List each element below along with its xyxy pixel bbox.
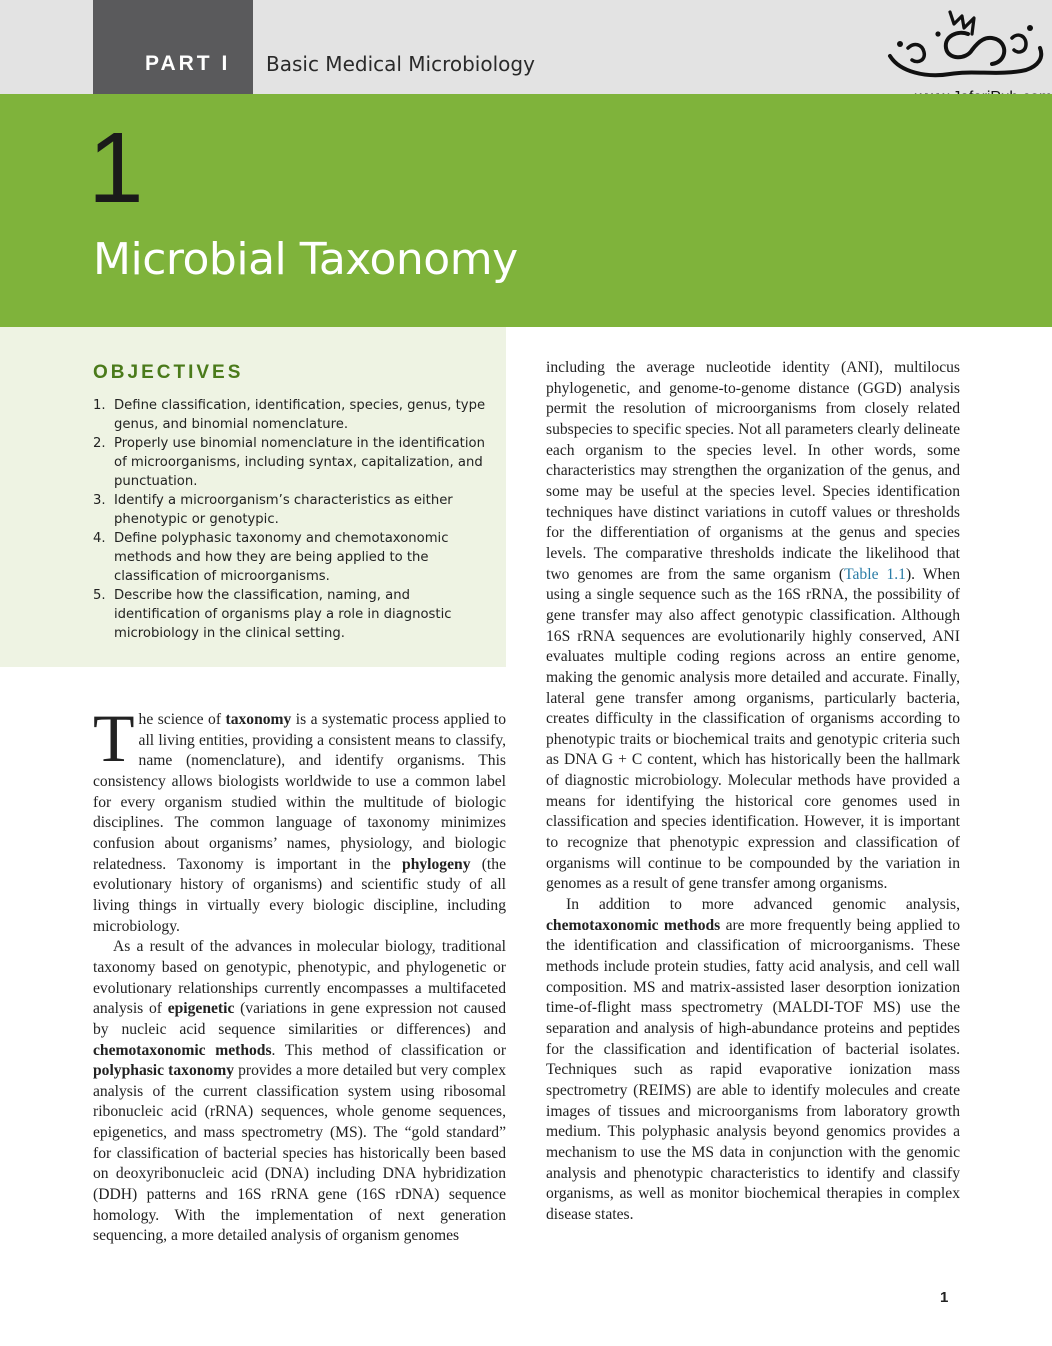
term-phylogeny: phylogeny xyxy=(402,855,471,873)
text-run: . This method of classification or xyxy=(271,1041,507,1059)
part-box xyxy=(93,0,253,94)
paragraph-chemotaxonomic xyxy=(546,895,960,1226)
text-run: In addition to more advanced genomic analysis, xyxy=(566,896,960,914)
objective-item xyxy=(93,491,493,529)
term-epigenetic: epigenetic xyxy=(167,1000,235,1018)
paragraph-molecular-continued xyxy=(546,358,960,895)
text-run: (the evolutionary history of organisms) and scientific study of all living things in virtually every biologic discipline, including microbiology. xyxy=(93,855,506,935)
text-run: (variations in gene expression not caused by nucleic acid sequence similarities or differences) and xyxy=(93,1000,507,1038)
objective-item xyxy=(93,529,493,586)
objective-item xyxy=(93,396,493,434)
text-run: he science of xyxy=(138,711,226,728)
chapter-banner xyxy=(0,94,1052,327)
objective-text: Define classification, identification, species, genus, type genus, and binomial nomenclature. xyxy=(114,398,486,432)
objective-number: 4. xyxy=(93,531,106,546)
body-column-right xyxy=(546,358,960,1226)
term-chemotaxonomic-methods: chemotaxonomic methods xyxy=(546,916,721,934)
body-column-left xyxy=(93,700,507,1247)
objective-item xyxy=(93,586,493,643)
paragraph-intro xyxy=(93,700,506,937)
text-run: provides a more detailed but very complex analysis of the current classification system using ribosomal ribonucleic acid (rRNA) sequences, whole genome sequences, epigenetics, and mass spectrometry (MS). The “gold standard” for classification of bacterial species has historically been based on deoxyribonucleic acid (DNA) including DNA hybridization (DDH) patterns and 16S rRNA gene (16S rDNA) sequence homology. With the implementation of next generation sequencing, a more detailed analysis of organism genomes xyxy=(93,1062,506,1245)
objective-number: 1. xyxy=(93,398,106,413)
objective-text: Define polyphasic taxonomy and chemotaxonomic methods and how they are being applied to the classification of microorganisms. xyxy=(114,531,449,584)
page-number: 1 xyxy=(940,1289,949,1306)
part-label: PART I xyxy=(145,52,231,75)
text-run: ). When using a single sequence such as the 16S rRNA, the possibility of gene transfer may also affect genotypic classification. Although 16S rRNA sequences are evolutionarily highly conserved, ANI evaluates multiple coding regions across an entire genome, making the genomic analysis more detailed and accurate. Finally, lateral gene transfer among organisms, particularly bacteria, creates difficulty in the classification of organisms according to phenotypic traits or biochemical traits and genotypic criteria such as DNA G + C content, which has historically been the hallmark of diagnostic microbiology. Molecular methods have provided a means for identifying the historical core genomes used in classification and species identification. However, it is important to recognize that phenotypic expression and classification of organisms will continue to be compounded by the variation in genomes as a result of gene transfer among organisms. xyxy=(546,565,960,893)
text-run: As a result of the advances in molecular biology, traditional taxonomy based on genotypic, phenotypic, and phylogenetic or evolutionary relationships currently encompasses a multifaceted analysis of xyxy=(93,938,506,1018)
objectives-heading: OBJECTIVES xyxy=(93,362,244,383)
table-reference-link[interactable]: Table 1.1 xyxy=(844,565,906,583)
objective-text: Identify a microorganism’s characteristics as either phenotypic or genotypic. xyxy=(114,493,453,527)
paragraph-molecular xyxy=(93,937,506,1247)
objective-item xyxy=(93,434,493,491)
text-run: is a systematic process applied to all living entities, providing a consistent means to classify, name (nomenclature), and identify organisms. This consistency allows biologists worldwide to use a common label for every organism studied within the multitude of biologic disciplines. The common language of taxonomy minimizes confusion about organisms’ names, physiology, and biologic relatedness. Taxonomy is important in the xyxy=(93,711,506,873)
text-run: including the average nucleotide identity (ANI), multilocus phylogenetic, and genome-to-genome distance (GGD) analysis permit the resolution of microorganisms from closely related subspecies to specific species. Not all parameters clearly delineate each organism to the species level. In other words, some characteristics may strengthen the organization of the genus, and some may be useful at the species level. Species identification techniques have distinct variations in cutoff values or thresholds for the differentiation of organisms at the genus and species levels. The comparative thresholds indicate the likelihood that two genomes are from the same organism ( xyxy=(546,359,960,583)
objectives-list xyxy=(93,396,493,643)
objective-number: 3. xyxy=(93,493,106,508)
objective-text: Properly use binomial nomenclature in the identification of microorganisms, including syntax, capitalization, and punctuation. xyxy=(114,436,485,489)
chapter-number: 1 xyxy=(88,112,144,224)
text-run: are more frequently being applied to the identification and classification of microorganisms. These methods include protein studies, fatty acid analysis, and cell wall composition. MS and matrix-assisted laser desorption ionization time-of-flight mass spectrometry (MALDI-TOF MS) use the separation and analysis of high-abundance proteins and peptides for the classification and identification of bacterial isolates. Techniques such as rapid evaporative ionization mass spectrometry (REIMS) are able to identify molecules and create images of tissues and microorganisms from laboratory growth medium. This polyphasic analysis beyond genomics provides a mechanism to use the MS data in conjunction with the genomic analysis and phenotypic characteristics to identify and classify organisms, as well as monitor biochemical therapies in complex disease states. xyxy=(546,916,961,1223)
term-chemotaxonomic-methods: chemotaxonomic methods xyxy=(93,1041,272,1059)
term-taxonomy: taxonomy xyxy=(225,711,292,728)
objective-number: 5. xyxy=(93,588,106,603)
objective-text: Describe how the classification, naming, and identification of organisms play a role in diagnostic microbiology in the clinical setting. xyxy=(114,588,452,641)
term-polyphasic-taxonomy: polyphasic taxonomy xyxy=(93,1062,234,1080)
objective-number: 2. xyxy=(93,436,106,451)
drop-cap: T xyxy=(93,700,135,776)
part-title: Basic Medical Microbiology xyxy=(266,52,535,76)
chapter-title: Microbial Taxonomy xyxy=(93,234,518,285)
